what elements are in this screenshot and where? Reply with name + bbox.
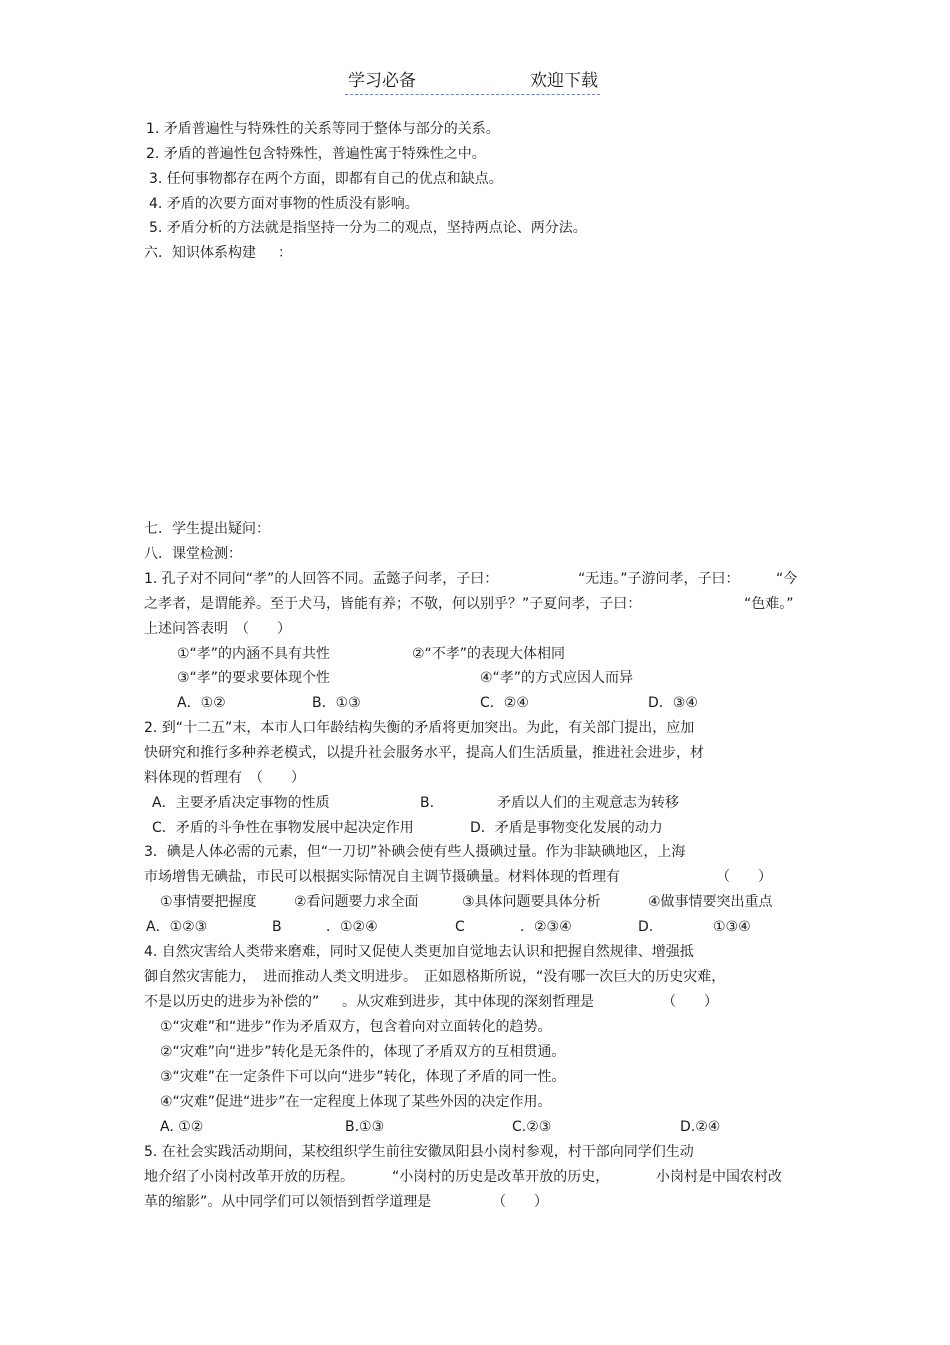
- judgment-1: 1. 矛盾普遍性与特殊性的关系等同于整体与部分的关系。: [146, 121, 500, 137]
- q4-statement-4: ④“灾难”促进“进步”在一定程度上体现了某些外因的决定作用。: [160, 1094, 552, 1110]
- q1-line2a: 之孝者，是谓能养。至于犬马，皆能有养；不敬，何以别乎？”子夏问孝，子曰：: [144, 596, 642, 612]
- q2-option-b-marker: B.: [420, 795, 435, 811]
- q5-answer-paren: （ ）: [492, 1194, 548, 1210]
- q3-statement-3: ③具体问题要具体分析: [462, 894, 601, 910]
- q4-line3b: 。从灾难到进步，其中体现的深刻哲理是: [342, 994, 594, 1010]
- q4-option-d: D.②④: [680, 1119, 721, 1135]
- section-8-title: 八．课堂检测：: [144, 546, 242, 562]
- q1-option-b: B．①③: [312, 695, 361, 711]
- q5-line3: 革的缩影”。从中同学们可以领悟到哲学道理是: [144, 1194, 432, 1210]
- q1-line2b: “色难。”: [744, 596, 794, 612]
- q1-option-c: C．②④: [480, 695, 529, 711]
- q2-option-a: A．主要矛盾决定事物的性质: [152, 795, 330, 811]
- header-left: 学习必备: [348, 71, 416, 91]
- judgment-2: 2. 矛盾的普遍性包含特殊性，普遍性寓于特殊性之中。: [146, 146, 486, 162]
- q2-line2: 快研究和推行多种养老模式，以提升社会服务水平，提高人们生活质量，推进社会进步，材: [144, 745, 704, 761]
- page-header: [345, 70, 600, 95]
- q3-option-b-text: ．①②④: [326, 919, 378, 935]
- q4-statement-3: ③“灾难”在一定条件下可以向“进步”转化，体现了矛盾的同一性。: [160, 1069, 566, 1085]
- q1-statement-4: ④“孝”的方式应因人而异: [480, 670, 634, 686]
- q4-line2: 御自然灾害能力， 进而推动人类文明进步。 正如恩格斯所说，“没有哪一次巨大的历史灾难，: [144, 969, 726, 985]
- q5-line2c: 小岗村是中国农村改: [656, 1169, 782, 1185]
- q1-question: 上述问答表明 （ ）: [144, 621, 291, 637]
- section-7-title: 七．学生提出疑问：: [144, 521, 270, 537]
- q1-statement-2: ②“不孝”的表现大体相同: [412, 646, 566, 662]
- q3-option-a: A．①②③: [146, 919, 208, 935]
- q5-line2b: “小岗村的历史是改革开放的历史，: [392, 1169, 610, 1185]
- q4-option-c: C.②③: [512, 1119, 552, 1135]
- q4-option-a: A. ①②: [160, 1119, 204, 1135]
- q2-line1: 2. 到“十二五”末，本市人口年龄结构失衡的矛盾将更加突出。为此，有关部门提出，应加: [144, 720, 695, 736]
- q5-line1: 5. 在社会实践活动期间，某校组织学生前往安徽凤阳县小岗村参观，村干部向同学们生动: [144, 1144, 694, 1160]
- q3-statement-2: ②看问题要力求全面: [294, 894, 419, 910]
- q2-line3: 料体现的哲理有 （ ）: [144, 770, 305, 786]
- q2-option-b-text: 矛盾以人们的主观意志为转移: [497, 795, 679, 811]
- q2-option-d: D．矛盾是事物变化发展的动力: [470, 820, 663, 836]
- judgment-5: 5. 矛盾分析的方法就是指坚持一分为二的观点，坚持两点论、两分法。: [149, 220, 587, 236]
- q4-line1: 4. 自然灾害给人类带来磨难，同时又促使人类更加自觉地去认识和把握自然规律、增强抵: [144, 944, 694, 960]
- q4-option-b: B.①③: [345, 1119, 385, 1135]
- q1-statement-1: ①“孝”的内涵不具有共性: [177, 646, 331, 662]
- section-6-colon: ：: [278, 245, 292, 261]
- q1-line1a: 1. 孔子对不同问“孝”的人回答不同。孟懿子问孝，子曰：: [144, 571, 499, 587]
- q3-statement-4: ④做事情要突出重点: [648, 894, 773, 910]
- q3-option-c-marker: C: [455, 919, 465, 935]
- q1-line1b: “无违。”子游问孝，子曰：: [578, 571, 740, 587]
- q3-option-c-text: ．②③④: [520, 919, 572, 935]
- q4-statement-1: ①“灾难”和“进步”作为矛盾双方，包含着向对立面转化的趋势。: [160, 1019, 552, 1035]
- judgment-4: 4. 矛盾的次要方面对事物的性质没有影响。: [149, 196, 419, 212]
- q3-answer-paren: （ ）: [716, 869, 772, 885]
- q3-line2: 市场增售无碘盐，市民可以根据实际情况自主调节摄碘量。材料体现的哲理有: [144, 869, 620, 885]
- section-6-title: 六．知识体系构建: [144, 245, 256, 261]
- q3-line1: 3．碘是人体必需的元素，但“一刀切”补碘会使有些人摄碘过量。作为非缺碘地区，上海: [144, 844, 686, 860]
- header-right: 欢迎下载: [530, 71, 598, 91]
- q3-option-d-marker: D.: [638, 919, 654, 935]
- q3-statement-1: ①事情要把握度: [160, 894, 257, 910]
- judgment-3: 3. 任何事物都存在两个方面，即都有自己的优点和缺点。: [149, 171, 503, 187]
- q5-line2a: 地介绍了小岗村改革开放的历程。: [144, 1169, 354, 1185]
- q2-option-c: C．矛盾的斗争性在事物发展中起决定作用: [152, 820, 414, 836]
- q1-option-d: D．③④: [648, 695, 698, 711]
- q4-line3a: 不是以历史的进步为补偿的”: [144, 994, 320, 1010]
- q1-line1c: “今: [776, 571, 798, 587]
- q1-statement-3: ③“孝”的要求要体现个性: [177, 670, 331, 686]
- q4-answer-paren: （ ）: [662, 994, 718, 1010]
- q3-option-b-marker: B: [272, 919, 282, 935]
- q3-option-d-text: ①③④: [713, 919, 751, 935]
- q4-statement-2: ②“灾难”向“进步”转化是无条件的，体现了矛盾双方的互相贯通。: [160, 1044, 566, 1060]
- q1-option-a: A．①②: [177, 695, 226, 711]
